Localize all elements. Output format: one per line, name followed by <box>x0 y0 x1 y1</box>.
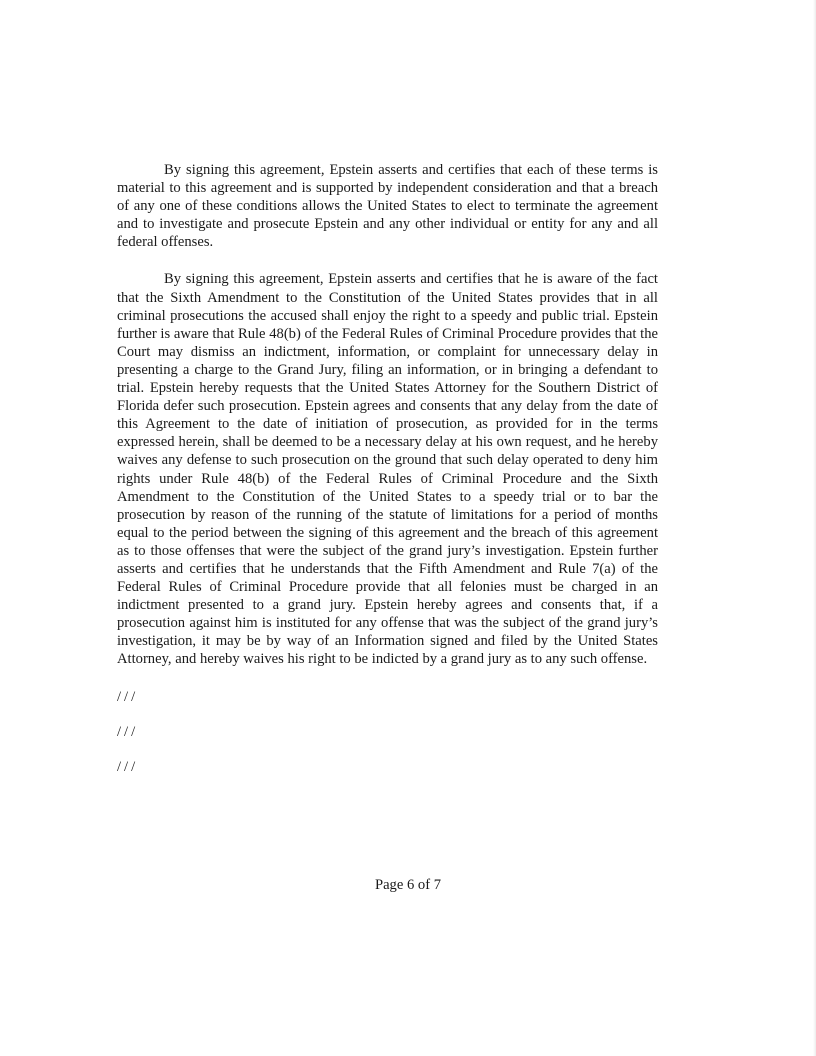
continuation-mark: /// <box>117 758 139 775</box>
paragraph-speedy-trial-waiver: By signing this agreement, Epstein asserts and certifies that he is aware of the fact that the Sixth Amendment to the Constitution of the United States provides that in all criminal prosecutions the accused shall enjoy the right to a speedy and public trial. Epstein further is aware that Rule 48(b) of the Federal Rules of Criminal Procedure provides that the Court may dismiss an indictment, information, or complaint for unnecessary delay in presenting a charge to the Grand Jury, filing an information, or in bringing a defendant to trial. Epstein hereby requests that the United States Attorney for the Southern District of Florida defer such prosecution. Epstein agrees and consents that any delay from the date of this Agreement to the date of initiation of prosecution, as provided for in the terms expressed herein, shall be deemed to be a necessary delay at his own request, and he hereby waives any defense to such prosecution on the ground that such delay operated to deny him rights under Rule 48(b) of the Federal Rules of Criminal Procedure and the Sixth Amendment to the Constitution of the United States to a speedy trial or to bar the prosecution by reason of the running of the statute of limitations for a period of months equal to the period between the signing of this agreement and the breach of this agreement as to those offenses that were the subject of the grand jury’s investigation. Epstein further asserts and certifies that he understands that the Fifth Amendment and Rule 7(a) of the Federal Rules of Criminal Procedure provide that all felonies must be charged in an indictment presented to a grand jury. Epstein hereby agrees and consents that, if a prosecution against him is instituted for any offense that was the subject of the grand jury’s investigation, it may be by way of an Information signed and filed by the United States Attorney, and hereby waives his right to be indicted by a grand jury as to any such offense. <box>117 271 658 668</box>
page-number-footer: Page 6 of 7 <box>374 877 442 893</box>
continuation-mark: /// <box>117 688 139 705</box>
continuation-mark: /// <box>117 723 139 740</box>
paragraph-breach-terms: By signing this agreement, Epstein asserts and certifies that each of these terms is material to this agreement and is supported by independent consideration and that a breach of any one of these conditions allows the United States to elect to terminate the agreement and to investigate and prosecute Epstein and any other individual or entity for any and all federal offenses. <box>117 162 658 251</box>
document-body <box>117 161 658 793</box>
